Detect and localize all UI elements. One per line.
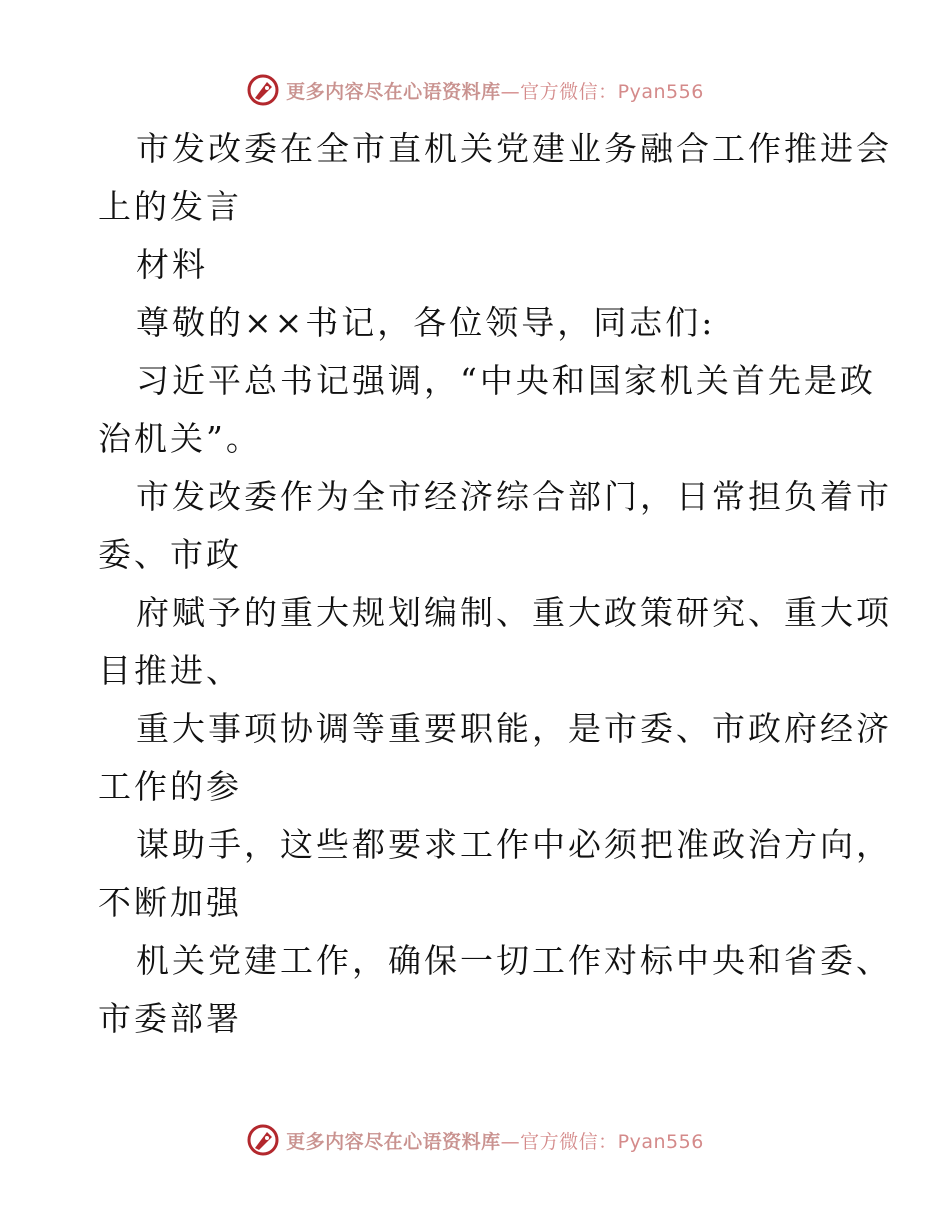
header-watermark-banner <box>0 70 950 110</box>
paragraph-line: 委、市政 <box>98 535 242 574</box>
paragraph-line: 习近平总书记强调，“中央和国家机关首先是政 <box>136 361 876 400</box>
pen-nib-logo-icon <box>246 73 280 107</box>
title-line-2: 上的发言 <box>98 187 242 226</box>
paragraph-line: 府赋予的重大规划编制、重大政策研究、重大项 <box>136 593 892 632</box>
paragraph-line: 工作的参 <box>98 767 242 806</box>
watermark-text <box>286 1127 704 1154</box>
paragraph-line: 治机关”。 <box>98 419 262 458</box>
watermark-text <box>286 77 704 104</box>
watermark-suffix: 官方微信：Pyan556 <box>520 1130 704 1153</box>
watermark-brand: 更多内容尽在心语资料库 <box>286 1130 501 1153</box>
paragraph-line: 目推进、 <box>98 651 242 690</box>
document-body <box>98 120 892 1048</box>
pen-nib-logo-icon <box>246 1123 280 1157</box>
paragraph-line: 机关党建工作，确保一切工作对标中央和省委、 <box>136 941 892 980</box>
watermark-separator: — <box>500 80 521 103</box>
paragraph-line: 市发改委作为全市经济综合部门，日常担负着市 <box>136 477 892 516</box>
watermark-separator: — <box>500 1130 521 1153</box>
paragraph-line: 谋助手，这些都要求工作中必须把准政治方向， <box>136 825 892 864</box>
footer-watermark-banner <box>0 1120 950 1160</box>
paragraph-line: 重大事项协调等重要职能，是市委、市政府经济 <box>136 709 892 748</box>
watermark-suffix: 官方微信：Pyan556 <box>520 80 704 103</box>
watermark-brand: 更多内容尽在心语资料库 <box>286 80 501 103</box>
paragraph-line: 市委部署 <box>98 999 242 1038</box>
paragraph-line: 不断加强 <box>98 883 242 922</box>
salutation: 尊敬的××书记，各位领导，同志们: <box>136 303 716 342</box>
title-line-1: 市发改委在全市直机关党建业务融合工作推进会 <box>136 129 892 168</box>
section-label: 材料 <box>136 245 208 284</box>
